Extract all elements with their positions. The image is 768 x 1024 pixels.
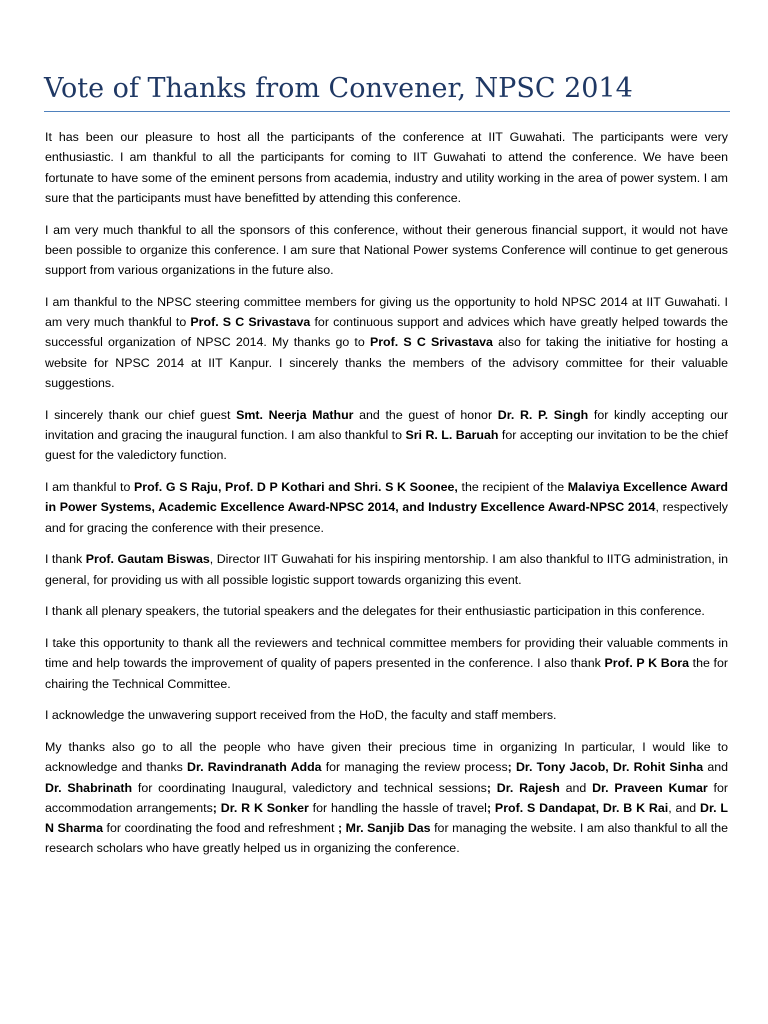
bold-text: Prof. G S Raju, Prof. D P Kothari and Shri. S K Soonee, [134,480,458,495]
paragraph-3 [45,292,728,393]
text-run: for managing the website. I am also thankful to all the research scholars who have greatly helped us in organizing the conference. [45,821,728,856]
text-run: , Director IIT Guwahati for his inspiring mentorship. I am also thankful to IITG administration, in general, for providing us with all possible logistic support towards organizing this event. [45,552,729,587]
text-run: I thank [45,552,86,567]
text-run: I sincerely thank our chief guest [45,407,237,422]
paragraph-7 [45,601,728,621]
bold-text: Sri R. L. Baruah [405,428,499,443]
bold-text: Dr. R. P. Singh [497,407,589,422]
bold-text: Dr. L N Sharma [45,800,728,836]
paragraph-10 [45,737,728,859]
bold-text: Prof. S C Srivastava [369,335,493,350]
text-run: also for taking the initiative for hosting a website for NPSC 2014 at IIT Kanpur. I sincerely thanks the members of the advisory committee for their valuable suggestions. [45,335,728,391]
bold-text: ; [507,760,512,775]
bold-text: Prof. S C Srivastava [190,315,311,330]
bold-text: Prof. Gautam Biswas [85,552,210,567]
text-run: for continuous support and advices which have greatly helped towards the successful organization of NPSC 2014. My thanks go to [45,315,728,350]
text-run: I thank all plenary speakers, the tutorial speakers and the delegates for their enthusiastic participation in this conference. [45,604,705,619]
paragraph-6 [45,549,728,590]
text-run: , respectively and for gracing the conference with their presence. [45,500,728,535]
paragraph-2 [45,220,728,281]
text-run: the for chairing the Technical Committee. [45,656,728,691]
text-run: I acknowledge the unwavering support received from the HoD, the faculty and staff members. [45,708,557,723]
text-run: and [703,760,728,775]
bold-text: Dr. Praveen Kumar [592,780,708,795]
bold-text: Dr. Tony Jacob, Dr. Rohit Sinha [515,760,704,775]
paragraph-5 [45,477,728,538]
bold-text: ; Dr. Rajesh [486,780,560,795]
text-run: for kindly accepting our invitation and gracing the inaugural function. I am also thankful to [45,407,728,443]
text-run: for accepting our invitation to be the chief guest for the valedictory function. [45,428,728,463]
page-title: Vote of Thanks from Convener, NPSC 2014 [44,73,633,104]
bold-text: ; Dr. R K Sonker [212,800,309,815]
bold-text: Dr. Shabrinath [45,780,133,795]
text-run: I am thankful to [45,480,135,495]
paragraph-4 [45,405,728,466]
text-run: It has been our pleasure to host all the participants of the conference at IIT Guwahati. The participants were very enthusiastic. I am thankful to all the participants for coming to IIT Guwahati to attend the conference. We have been fortunate to have some of the eminent persons from academia, industry and utility working in the area of power system. I am sure that the participants must have benefitted by attending this conference. [45,130,728,205]
text-run: I take this opportunity to thank all the reviewers and technical committee members for providing their valuable comments in time and help towards the improvement of quality of papers presented in the conference. I also thank [45,635,728,671]
text-run: My thanks also go to all the people who have given their precious time in organizing In particular, I would like to acknowledge and thanks [45,739,728,775]
text-run: for coordinating Inaugural, valedictory and technical sessions [132,780,487,795]
text-run: I am very much thankful to all the sponsors of this conference, without their generous financial support, it would not have been possible to organize this conference. I am sure that National Power systems Conference will continue to get generous support from various organizations in the future also. [45,222,728,278]
title-underline [44,111,730,112]
text-run: for handling the hassle of travel [308,800,487,815]
paragraph-1 [45,127,728,208]
text-run: for coordinating the food and refreshment [102,821,338,836]
text-run: for accommodation arrangements [45,780,728,815]
text-run: for managing the review process [321,760,508,775]
bold-text: Dr. Ravindranath Adda [187,760,322,775]
text-run: and the guest of honor [353,407,498,422]
bold-text: ; Mr. Sanjib Das [337,821,431,836]
text-run: , and [668,800,701,815]
document-body [45,127,728,870]
text-run: I am thankful to the NPSC steering committee members for giving us the opportunity to hold NPSC 2014 at IIT Guwahati. I am very much thankful to [45,294,728,330]
text-run: and [559,780,593,795]
bold-text: Malaviya Excellence Award in Power Systems, Academic Excellence Award-NPSC 2014, and Industry Excellence Award-NPSC 2014 [45,480,728,515]
paragraph-8 [45,633,728,694]
paragraph-9 [45,705,728,725]
bold-text: Smt. Neerja Mathur [236,407,354,422]
bold-text: Prof. P K Bora [604,656,689,671]
bold-text: ; Prof. S Dandapat, Dr. B K Rai [486,800,669,815]
text-run: the recipient of the [457,480,568,495]
